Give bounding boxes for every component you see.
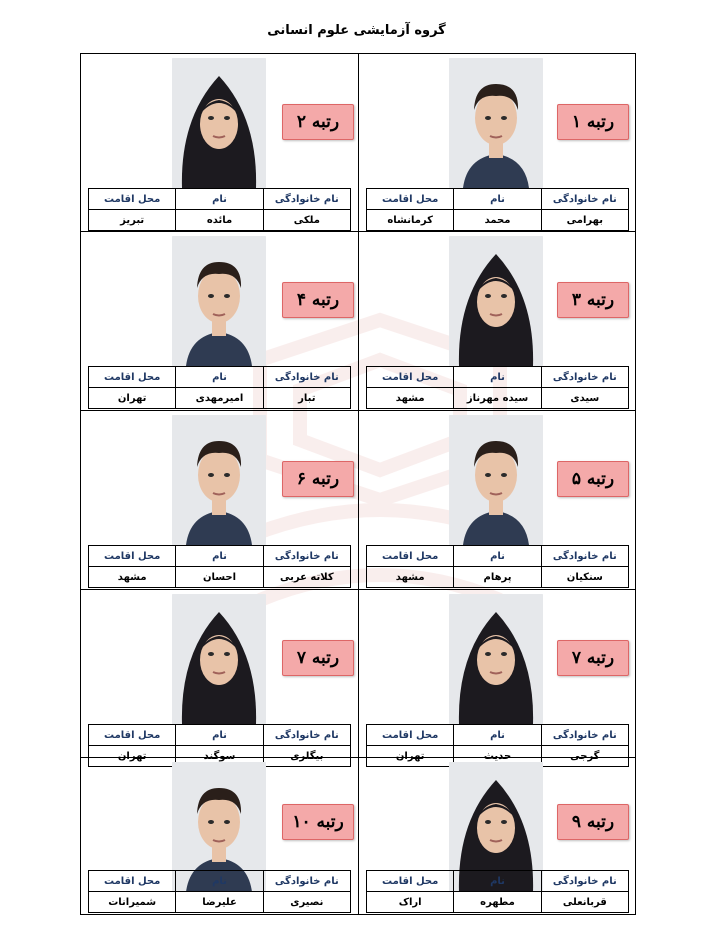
- student-card: [81, 232, 358, 402]
- student-photo: [449, 236, 543, 366]
- name-header: نام: [176, 725, 263, 746]
- portrait-icon: [449, 236, 543, 366]
- name-value: مطهره: [454, 892, 541, 913]
- family-value: ملکی: [263, 210, 350, 231]
- family-header: نام خانوادگی: [541, 725, 628, 746]
- student-card: [81, 590, 358, 760]
- city-value: مشهد: [367, 388, 454, 409]
- rank-badge: رتبه ۹: [557, 804, 629, 840]
- value-row: [89, 210, 351, 231]
- name-header: نام: [176, 546, 263, 567]
- student-photo: [449, 594, 543, 724]
- student-card: [359, 54, 636, 224]
- city-header: محل اقامت: [89, 189, 176, 210]
- family-header: نام خانوادگی: [263, 871, 350, 892]
- family-header: نام خانوادگی: [263, 367, 350, 388]
- header-row: [367, 546, 629, 567]
- student-info-table: [88, 545, 351, 588]
- city-header: محل اقامت: [367, 546, 454, 567]
- name-value: احسان: [176, 567, 263, 588]
- family-header: نام خانوادگی: [541, 871, 628, 892]
- family-value: سیدی: [541, 388, 628, 409]
- city-value: شمیرانات: [89, 892, 176, 913]
- city-header: محل اقامت: [367, 871, 454, 892]
- student-info-table: [88, 870, 351, 913]
- student-photo: [449, 415, 543, 545]
- student-card: [359, 411, 636, 581]
- family-header: نام خانوادگی: [541, 367, 628, 388]
- header-row: [89, 189, 351, 210]
- rank-badge: رتبه ۱۰: [282, 804, 354, 840]
- header-row: [89, 546, 351, 567]
- city-value: تبریز: [89, 210, 176, 231]
- student-photo: [172, 58, 266, 188]
- name-header: نام: [454, 367, 541, 388]
- family-value: کلاته عربی: [263, 567, 350, 588]
- city-value: تهران: [367, 746, 454, 767]
- portrait-icon: [449, 415, 543, 545]
- name-header: نام: [454, 725, 541, 746]
- city-value: تهران: [89, 388, 176, 409]
- student-info-table: [366, 366, 629, 409]
- value-row: [367, 210, 629, 231]
- family-value: قربانعلی: [541, 892, 628, 913]
- student-photo: [449, 58, 543, 188]
- header-row: [367, 725, 629, 746]
- student-photo: [172, 236, 266, 366]
- name-value: محمد: [454, 210, 541, 231]
- portrait-icon: [449, 594, 543, 724]
- city-header: محل اقامت: [367, 725, 454, 746]
- city-value: اراک: [367, 892, 454, 913]
- student-info-table: [366, 545, 629, 588]
- city-value: کرمانشاه: [367, 210, 454, 231]
- value-row: [367, 892, 629, 913]
- name-value: علیرضا: [176, 892, 263, 913]
- name-value: مائده: [176, 210, 263, 231]
- student-card: [81, 758, 358, 928]
- name-header: نام: [454, 546, 541, 567]
- name-header: نام: [454, 871, 541, 892]
- rank-badge: رتبه ۵: [557, 461, 629, 497]
- name-value: حدیث: [454, 746, 541, 767]
- student-info-table: [88, 366, 351, 409]
- value-row: [89, 892, 351, 913]
- family-value: بیگلری: [263, 746, 350, 767]
- family-header: نام خانوادگی: [541, 189, 628, 210]
- student-card: [81, 54, 358, 224]
- student-card: [359, 590, 636, 760]
- family-value: تبار: [263, 388, 350, 409]
- city-header: محل اقامت: [89, 725, 176, 746]
- family-value: بهرامی: [541, 210, 628, 231]
- family-header: نام خانوادگی: [263, 725, 350, 746]
- student-card: [81, 411, 358, 581]
- portrait-icon: [172, 58, 266, 188]
- student-info-table: [88, 188, 351, 231]
- rank-badge: رتبه ۶: [282, 461, 354, 497]
- student-photo: [172, 594, 266, 724]
- city-header: محل اقامت: [89, 546, 176, 567]
- family-value: سنکیان: [541, 567, 628, 588]
- student-photo: [172, 415, 266, 545]
- family-header: نام خانوادگی: [263, 189, 350, 210]
- city-header: محل اقامت: [89, 871, 176, 892]
- city-header: محل اقامت: [367, 367, 454, 388]
- header-row: [89, 871, 351, 892]
- value-row: [367, 567, 629, 588]
- name-value: سوگند: [176, 746, 263, 767]
- name-value: امیرمهدی: [176, 388, 263, 409]
- portrait-icon: [172, 594, 266, 724]
- city-value: مشهد: [367, 567, 454, 588]
- portrait-icon: [172, 236, 266, 366]
- value-row: [367, 388, 629, 409]
- name-header: نام: [176, 189, 263, 210]
- name-header: نام: [176, 367, 263, 388]
- header-row: [89, 725, 351, 746]
- header-row: [367, 189, 629, 210]
- value-row: [89, 388, 351, 409]
- city-header: محل اقامت: [367, 189, 454, 210]
- portrait-icon: [172, 415, 266, 545]
- student-card: [359, 758, 636, 928]
- rank-badge: رتبه ۷: [282, 640, 354, 676]
- page-title: گروه آزمایشی علوم انسانی: [267, 23, 446, 38]
- family-value: گرجی: [541, 746, 628, 767]
- rank-badge: رتبه ۴: [282, 282, 354, 318]
- name-value: سیده مهرناز: [454, 388, 541, 409]
- student-info-table: [366, 188, 629, 231]
- student-card: [359, 232, 636, 402]
- student-info-table: [366, 870, 629, 913]
- city-header: محل اقامت: [89, 367, 176, 388]
- city-value: مشهد: [89, 567, 176, 588]
- rank-badge: رتبه ۷: [557, 640, 629, 676]
- rank-badge: رتبه ۱: [557, 104, 629, 140]
- header-row: [367, 367, 629, 388]
- name-header: نام: [454, 189, 541, 210]
- rank-badge: رتبه ۲: [282, 104, 354, 140]
- name-header: نام: [176, 871, 263, 892]
- family-value: نصیری: [263, 892, 350, 913]
- header-row: [89, 367, 351, 388]
- value-row: [89, 567, 351, 588]
- family-header: نام خانوادگی: [541, 546, 628, 567]
- city-value: تهران: [89, 746, 176, 767]
- family-header: نام خانوادگی: [263, 546, 350, 567]
- portrait-icon: [449, 58, 543, 188]
- name-value: پرهام: [454, 567, 541, 588]
- header-row: [367, 871, 629, 892]
- rank-badge: رتبه ۳: [557, 282, 629, 318]
